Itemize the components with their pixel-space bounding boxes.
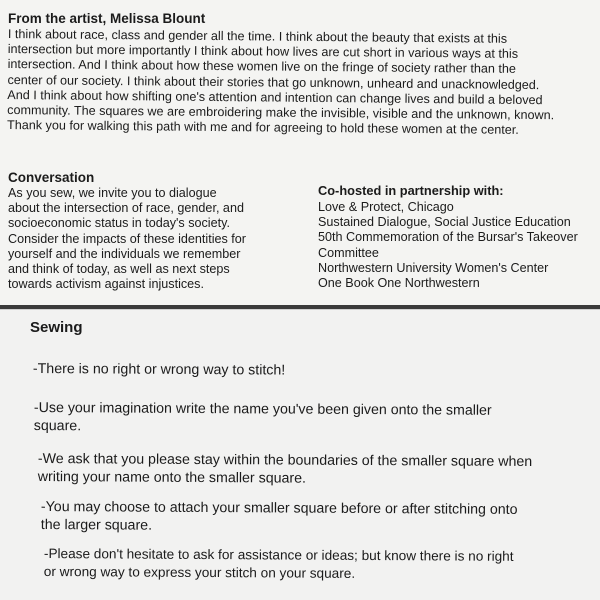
sewing-rule-line: -You may choose to attach your smaller square before or after stitching onto [40,498,518,518]
sewing-rule [41,498,518,537]
artist-line: community. The squares we are embroidering make the invisible, visible and the unknown, known. [7,103,555,123]
sewing-rule-line: or wrong way to express your stitch on your square. [43,563,356,581]
sewing-rule-line: -Use your imagination write the name you've been given onto the smaller [33,399,492,419]
cohost-item: Committee [318,245,379,260]
sewing-rule-line: -There is no right or wrong way to stitch! [32,360,286,379]
sewing-heading: Sewing [30,319,83,336]
cohost-heading: Co-hosted in partnership with: [318,183,504,198]
artist-line: center of our society. I think about their stories that go unknown, unheard and unacknowledged. [7,72,540,92]
sewing-rule-line: -Please don't hesitate to ask for assistance or ideas; but know there is no right [43,546,514,564]
artist-line: Thank you for walking this path with me and for agreeing to hold these women at the center. [6,118,519,138]
conversation-heading: Conversation [8,170,95,185]
cohost-item: Sustained Dialogue, Social Justice Education [318,215,571,230]
sewing-rule [34,399,492,438]
sewing-rule [38,450,532,489]
artist-line: intersection. And I think about how these women live on the fringe of society rather than the [7,57,516,77]
cohost-item: One Book One Northwestern [318,276,480,291]
sewing-rule [33,360,285,380]
conversation-line: and think of today, as well as next steps [8,262,230,277]
conversation-line: socioeconomic status in today's society. [8,216,230,231]
sewing-rule-line: square. [33,417,82,435]
conversation-line: towards activism against injustices. [8,277,204,292]
sewing-rule [44,545,514,584]
artist-heading: From the artist, Melissa Blount [8,11,206,26]
artist-line: intersection but more importantly I think about how lives are cut short in various ways at this [7,42,519,62]
conversation-text [8,186,246,292]
conversation-line: As you sew, we invite you to dialogue [8,186,217,200]
artist-line: I think about race, class and gender all the time. I think about the beauty that exists at this [7,27,508,46]
sewing-rule-line: writing your name onto the smaller square. [37,468,307,487]
sewing-rule-line: -We ask that you please stay within the boundaries of the smaller square when [37,450,533,471]
cohost-item: Love & Protect, Chicago [318,200,454,214]
artist-line: And I think about how shifting one's attention and intention can change lives and build a beloved [7,87,543,107]
cohost-item: Northwestern University Women's Center [318,260,549,275]
artist-statement [7,27,592,139]
cohost-list [318,200,578,291]
cohost-item: 50th Commemoration of the Bursar's Takeover [318,230,578,245]
conversation-line: yourself and the individuals we remember [8,246,241,261]
sewing-rule-line: the larger square. [40,516,153,534]
conversation-line: Consider the impacts of these identities for [8,231,247,246]
conversation-line: about the intersection of race, gender, and [8,201,244,216]
